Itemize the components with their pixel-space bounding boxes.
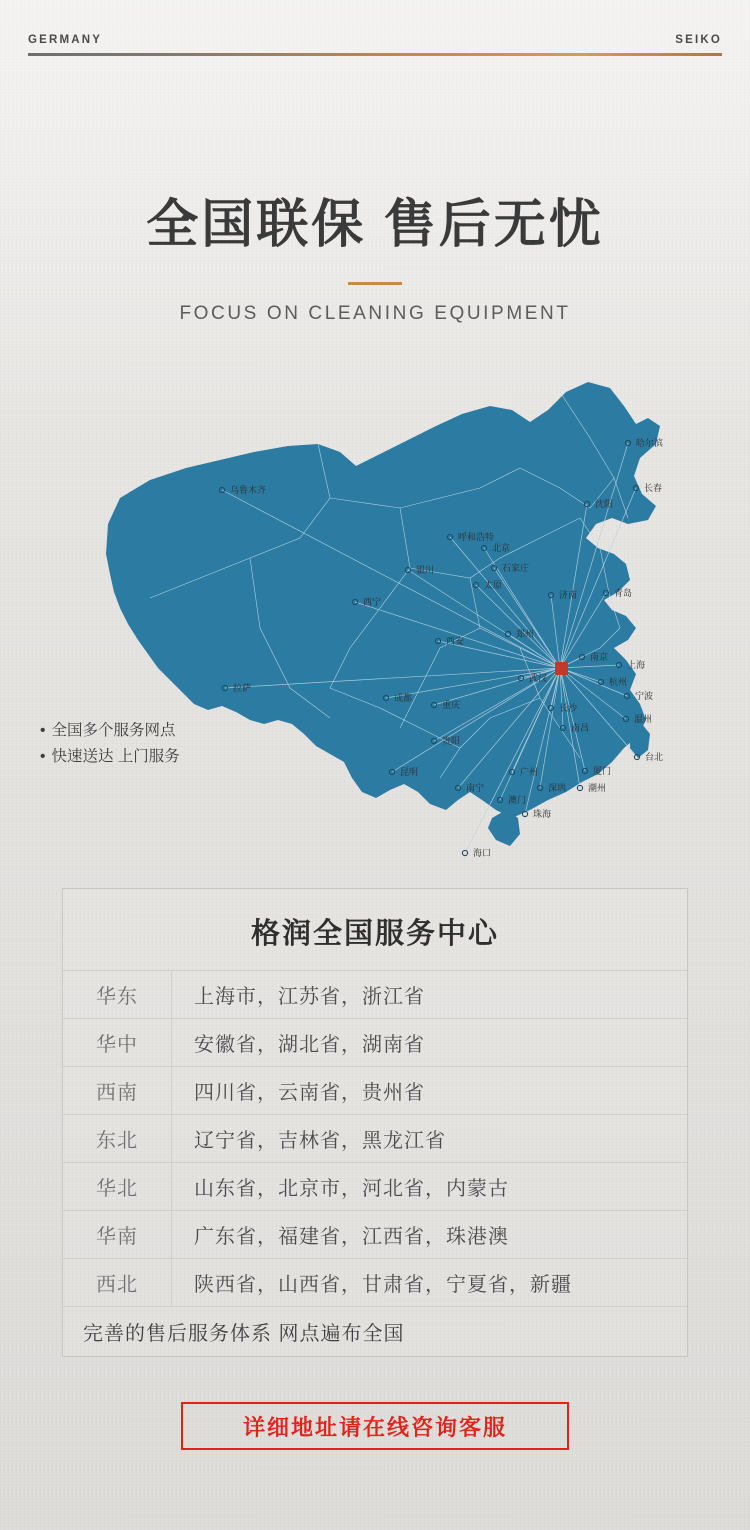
table-row xyxy=(63,970,687,1018)
svg-text:沈阳: 沈阳 xyxy=(595,499,614,509)
region-label: 华南 xyxy=(96,1226,138,1248)
bullet-dot-icon: • xyxy=(40,748,46,765)
region-label: 西南 xyxy=(96,1082,138,1104)
svg-text:济南: 济南 xyxy=(559,590,578,600)
svg-text:西安: 西安 xyxy=(446,636,465,646)
svg-text:北京: 北京 xyxy=(492,543,511,553)
region-areas: 上海市，江苏省，浙江省 xyxy=(194,986,425,1008)
svg-text:石家庄: 石家庄 xyxy=(502,563,530,573)
region-areas: 安徽省，湖北省，湖南省 xyxy=(194,1034,425,1056)
table-row xyxy=(63,1114,687,1162)
svg-text:呼和浩特: 呼和浩特 xyxy=(458,532,495,542)
svg-text:温州: 温州 xyxy=(634,714,653,724)
table-row xyxy=(63,1210,687,1258)
svg-text:重庆: 重庆 xyxy=(442,700,461,710)
svg-text:昆明: 昆明 xyxy=(400,767,419,777)
map-svg xyxy=(0,348,750,868)
feature-bullets xyxy=(40,718,180,770)
region-areas: 陕西省，山西省，甘肃省，宁夏省，新疆 xyxy=(194,1274,572,1296)
table-row xyxy=(63,1066,687,1114)
svg-text:贵阳: 贵阳 xyxy=(442,736,461,746)
region-areas: 辽宁省，吉林省，黑龙江省 xyxy=(194,1130,446,1152)
brand-right-label: SEIKO xyxy=(675,34,722,46)
svg-text:南昌: 南昌 xyxy=(571,723,590,733)
table-row xyxy=(63,1162,687,1210)
svg-text:台北: 台北 xyxy=(645,752,664,762)
svg-text:太原: 太原 xyxy=(484,580,503,590)
svg-text:乌鲁木齐: 乌鲁木齐 xyxy=(230,485,267,495)
service-table-footer: 完善的售后服务体系 网点遍布全国 xyxy=(63,1306,687,1356)
svg-text:杭州: 杭州 xyxy=(609,677,628,687)
region-label: 华东 xyxy=(96,986,138,1008)
region-areas: 山东省，北京市，河北省，内蒙古 xyxy=(194,1178,509,1200)
bullet-item xyxy=(40,744,180,770)
table-row xyxy=(63,1018,687,1066)
service-center-table xyxy=(62,888,688,1357)
svg-text:厦门: 厦门 xyxy=(593,766,612,776)
page-title: 全国联保 售后无忧 xyxy=(146,196,604,254)
svg-text:广州: 广州 xyxy=(520,767,539,777)
page-header xyxy=(28,34,722,78)
svg-text:南宁: 南宁 xyxy=(466,783,485,793)
bullet-item xyxy=(40,718,180,744)
svg-text:哈尔滨: 哈尔滨 xyxy=(636,438,664,448)
svg-text:武汉: 武汉 xyxy=(529,673,548,683)
map-landmass xyxy=(106,382,663,846)
svg-text:成都: 成都 xyxy=(394,693,413,703)
region-areas: 四川省，云南省，贵州省 xyxy=(194,1082,425,1104)
svg-text:澳门: 澳门 xyxy=(508,795,527,805)
svg-text:海口: 海口 xyxy=(473,848,492,858)
china-service-map xyxy=(0,348,750,868)
bullet-dot-icon: • xyxy=(40,722,46,739)
svg-text:郑州: 郑州 xyxy=(516,629,535,639)
svg-text:宁波: 宁波 xyxy=(635,691,654,701)
bullet-label: 快速送达 上门服务 xyxy=(51,748,180,765)
svg-text:银川: 银川 xyxy=(416,565,435,575)
svg-text:长春: 长春 xyxy=(644,483,663,493)
svg-text:拉萨: 拉萨 xyxy=(233,683,252,693)
svg-text:西宁: 西宁 xyxy=(363,597,382,607)
title-divider xyxy=(348,282,402,285)
title-block xyxy=(0,196,750,325)
svg-text:潮州: 潮州 xyxy=(588,783,607,793)
service-table-title: 格润全国服务中心 xyxy=(250,918,499,950)
table-row xyxy=(63,1258,687,1306)
hub-marker xyxy=(555,662,568,675)
brand-left-label: GERMANY xyxy=(28,34,103,46)
contact-support-button[interactable]: 详细地址请在线咨询客服 xyxy=(181,1402,569,1450)
region-label: 东北 xyxy=(96,1130,138,1152)
page-subtitle: FOCUS ON CLEANING EQUIPMENT xyxy=(179,302,571,324)
region-label: 西北 xyxy=(96,1274,138,1296)
svg-text:珠海: 珠海 xyxy=(533,809,552,819)
region-label: 华中 xyxy=(96,1034,138,1056)
bullet-label: 全国多个服务网点 xyxy=(51,722,176,739)
svg-text:南京: 南京 xyxy=(590,652,609,662)
region-label: 华北 xyxy=(96,1178,138,1200)
svg-text:深圳: 深圳 xyxy=(548,783,567,793)
svg-text:青岛: 青岛 xyxy=(614,588,633,598)
svg-text:长沙: 长沙 xyxy=(559,703,578,713)
region-areas: 广东省，福建省，江西省，珠港澳 xyxy=(194,1226,509,1248)
header-row xyxy=(28,34,722,53)
svg-text:上海: 上海 xyxy=(627,660,646,670)
header-divider xyxy=(28,53,722,56)
